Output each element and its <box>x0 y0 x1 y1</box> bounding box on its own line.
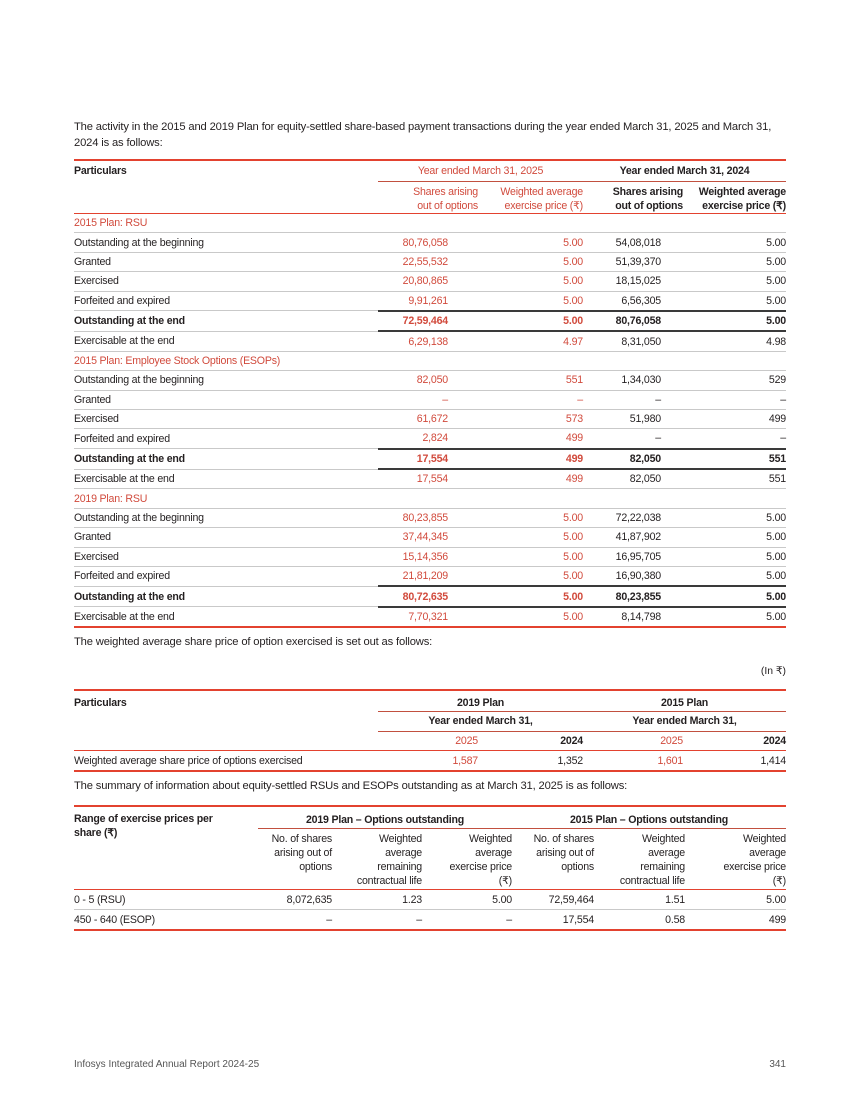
year-ended-2015: Year ended March 31, <box>583 711 786 731</box>
intro-paragraph: The activity in the 2015 and 2019 Plan for equity-settled share-based payment transactions during the year ended March 31, 2025 and March 31, 2024 is as follows: <box>74 121 772 149</box>
cell-value: 5.00 <box>478 233 583 252</box>
cell-value: 5.00 <box>683 252 786 271</box>
cell-value: 499 <box>683 409 786 428</box>
section-title: 2015 Plan: Employee Stock Options (ESOPs) <box>74 351 786 370</box>
cell-value: 499 <box>478 449 583 469</box>
col-no-shares-2019: No. of shares arising out of options <box>258 829 332 890</box>
col-shares-2024: Shares arising out of options <box>583 182 683 214</box>
unit-label: (In ₹) <box>760 666 786 677</box>
col-shares-2025: Shares arising out of options <box>378 182 478 214</box>
row-label: Outstanding at the beginning <box>74 371 378 390</box>
table-row <box>74 409 786 428</box>
cell-value: 5.00 <box>478 567 583 587</box>
row-label: Granted <box>74 252 378 271</box>
cell-value: 529 <box>683 371 786 390</box>
particulars-header: Particulars <box>74 160 378 182</box>
period-2024-header: Year ended March 31, 2024 <box>583 160 786 182</box>
cell-value: 6,56,305 <box>583 291 683 311</box>
row-label: Exercised <box>74 272 378 291</box>
weighted-price-table <box>74 689 786 772</box>
year-ended-2019: Year ended March 31, <box>378 711 583 731</box>
table-row <box>74 252 786 271</box>
cell-value: 80,76,058 <box>378 233 478 252</box>
table-row <box>74 371 786 390</box>
cell-value: 5.00 <box>478 528 583 547</box>
share-activity-table <box>74 159 786 628</box>
cell-value: 5.00 <box>478 508 583 527</box>
col-price-2019: Weighted average exercise price (₹) <box>422 829 512 890</box>
cell-value: 8,14,798 <box>583 607 683 627</box>
cell-value: 573 <box>478 409 583 428</box>
cell-value: 72,59,464 <box>378 311 478 331</box>
cell-value: 5.00 <box>683 547 786 566</box>
cell-value: 551 <box>683 469 786 489</box>
table-row <box>74 449 786 469</box>
outstanding-summary-table <box>74 805 786 931</box>
cell-value: 72,22,038 <box>583 508 683 527</box>
cell-value: 499 <box>478 469 583 489</box>
plan-2019-header: 2019 Plan – Options outstanding <box>258 806 512 829</box>
cell-value: 61,672 <box>378 409 478 428</box>
section-title: 2015 Plan: RSU <box>74 214 786 233</box>
table-row <box>74 586 786 606</box>
row-label: Outstanding at the end <box>74 449 378 469</box>
cell-value: 8,31,050 <box>583 331 683 351</box>
cell-value: 80,23,855 <box>378 508 478 527</box>
plan-2019-header: 2019 Plan <box>378 690 583 711</box>
cell-value: 7,70,321 <box>378 607 478 627</box>
cell-value: 18,15,025 <box>583 272 683 291</box>
cell-value: 80,72,635 <box>378 586 478 606</box>
row-label: Forfeited and expired <box>74 567 378 587</box>
cell-value: – <box>583 390 683 409</box>
plan-2015-header: 2015 Plan <box>583 690 786 711</box>
cell-value: 2,824 <box>378 429 478 449</box>
cell-value: 5.00 <box>478 547 583 566</box>
cell-value: 5.00 <box>683 311 786 331</box>
cell-value: 5.00 <box>478 291 583 311</box>
cell-value: 4.98 <box>683 331 786 351</box>
cell-value: 5.00 <box>683 272 786 291</box>
cell-value: 16,95,705 <box>583 547 683 566</box>
plan-2015-header: 2015 Plan – Options outstanding <box>512 806 786 829</box>
row-label: Outstanding at the beginning <box>74 233 378 252</box>
cell-value: 4.97 <box>478 331 583 351</box>
cell-value: 20,80,865 <box>378 272 478 291</box>
col-life-2019: Weighted average remaining contractual life <box>332 829 422 890</box>
table-row <box>74 272 786 291</box>
particulars-header: Particulars <box>74 690 378 711</box>
cell-value: 5.00 <box>478 586 583 606</box>
cell-value: 17,554 <box>378 449 478 469</box>
cell-value: 80,23,855 <box>583 586 683 606</box>
cell-value: 82,050 <box>583 449 683 469</box>
row-label: Granted <box>74 390 378 409</box>
table-row: 0 - 5 (RSU) 8,072,635 1.23 5.00 72,59,464 1.51 5.00 <box>74 890 786 910</box>
row-label: Exercisable at the end <box>74 331 378 351</box>
table-row <box>74 429 786 449</box>
cell-value: – <box>478 390 583 409</box>
row-label: Exercised <box>74 409 378 428</box>
cell-value: 15,14,356 <box>378 547 478 566</box>
row-label: Outstanding at the beginning <box>74 508 378 527</box>
cell-value: 5.00 <box>683 528 786 547</box>
section-header <box>74 489 786 508</box>
row-label: Exercisable at the end <box>74 607 378 627</box>
cell-value: – <box>583 429 683 449</box>
cell-value: 51,39,370 <box>583 252 683 271</box>
footer-report-title: Infosys Integrated Annual Report 2024-25 <box>74 1059 260 1070</box>
col-no-shares-2015: No. of shares arising out of options <box>512 829 594 890</box>
cell-value: 9,91,261 <box>378 291 478 311</box>
cell-value: 82,050 <box>378 371 478 390</box>
row-label: Exercised <box>74 547 378 566</box>
cell-value: 5.00 <box>683 607 786 627</box>
col-price-2015: Weighted average exercise price (₹) <box>685 829 786 890</box>
year-2024: 2024 <box>683 731 786 751</box>
row-label: Forfeited and expired <box>74 291 378 311</box>
year-2025: 2025 <box>583 731 683 751</box>
section-title: 2019 Plan: RSU <box>74 489 786 508</box>
cell-value: 1,34,030 <box>583 371 683 390</box>
cell-value: 82,050 <box>583 469 683 489</box>
year-2024: 2024 <box>478 731 583 751</box>
cell-value: 5.00 <box>478 252 583 271</box>
row-label: Outstanding at the end <box>74 311 378 331</box>
col-price-2025: Weighted average exercise price (₹) <box>478 182 583 214</box>
cell-value: 51,980 <box>583 409 683 428</box>
table-row <box>74 291 786 311</box>
table-row <box>74 469 786 489</box>
range-header: Range of exercise prices per share (₹) <box>74 806 258 890</box>
table-row <box>74 508 786 527</box>
cell-value: 5.00 <box>478 311 583 331</box>
cell-value: 5.00 <box>683 233 786 252</box>
cell-value: 5.00 <box>478 272 583 291</box>
cell-value: 17,554 <box>378 469 478 489</box>
cell-value: 551 <box>683 449 786 469</box>
table-row <box>74 607 786 627</box>
cell-value: – <box>683 390 786 409</box>
year-2025: 2025 <box>378 731 478 751</box>
weighted-price-note: The weighted average share price of option exercised is set out as follows: <box>74 636 433 648</box>
row-label: Granted <box>74 528 378 547</box>
period-2025-header: Year ended March 31, 2025 <box>378 160 583 182</box>
table-row <box>74 567 786 587</box>
table-row <box>74 390 786 409</box>
cell-value: 5.00 <box>683 567 786 587</box>
cell-value: 5.00 <box>683 291 786 311</box>
page-number: 341 <box>769 1059 786 1070</box>
cell-value: 5.00 <box>683 586 786 606</box>
col-life-2015: Weighted average remaining contractual life <box>594 829 685 890</box>
section-header <box>74 214 786 233</box>
table-row <box>74 311 786 331</box>
row-label: Forfeited and expired <box>74 429 378 449</box>
summary-note: The summary of information about equity-settled RSUs and ESOPs outstanding as at March 31, 2025 is as follows: <box>74 780 628 792</box>
row-label: Exercisable at the end <box>74 469 378 489</box>
table-row <box>74 233 786 252</box>
section-header <box>74 351 786 370</box>
cell-value: 41,87,902 <box>583 528 683 547</box>
table-row <box>74 547 786 566</box>
cell-value: 21,81,209 <box>378 567 478 587</box>
cell-value: 5.00 <box>683 508 786 527</box>
row-label: Outstanding at the end <box>74 586 378 606</box>
cell-value: 80,76,058 <box>583 311 683 331</box>
cell-value: 22,55,532 <box>378 252 478 271</box>
cell-value: 16,90,380 <box>583 567 683 587</box>
cell-value: 37,44,345 <box>378 528 478 547</box>
cell-value: – <box>683 429 786 449</box>
cell-value: – <box>378 390 478 409</box>
cell-value: 551 <box>478 371 583 390</box>
cell-value: 499 <box>478 429 583 449</box>
col-price-2024: Weighted average exercise price (₹) <box>683 182 786 214</box>
cell-value: 54,08,018 <box>583 233 683 252</box>
table-row: Weighted average share price of options exercised 1,587 1,352 1,601 1,414 <box>74 751 786 772</box>
table-row <box>74 331 786 351</box>
table-row <box>74 528 786 547</box>
cell-value: 5.00 <box>478 607 583 627</box>
table-row: 450 - 640 (ESOP) – – – 17,554 0.58 499 <box>74 910 786 931</box>
cell-value: 6,29,138 <box>378 331 478 351</box>
